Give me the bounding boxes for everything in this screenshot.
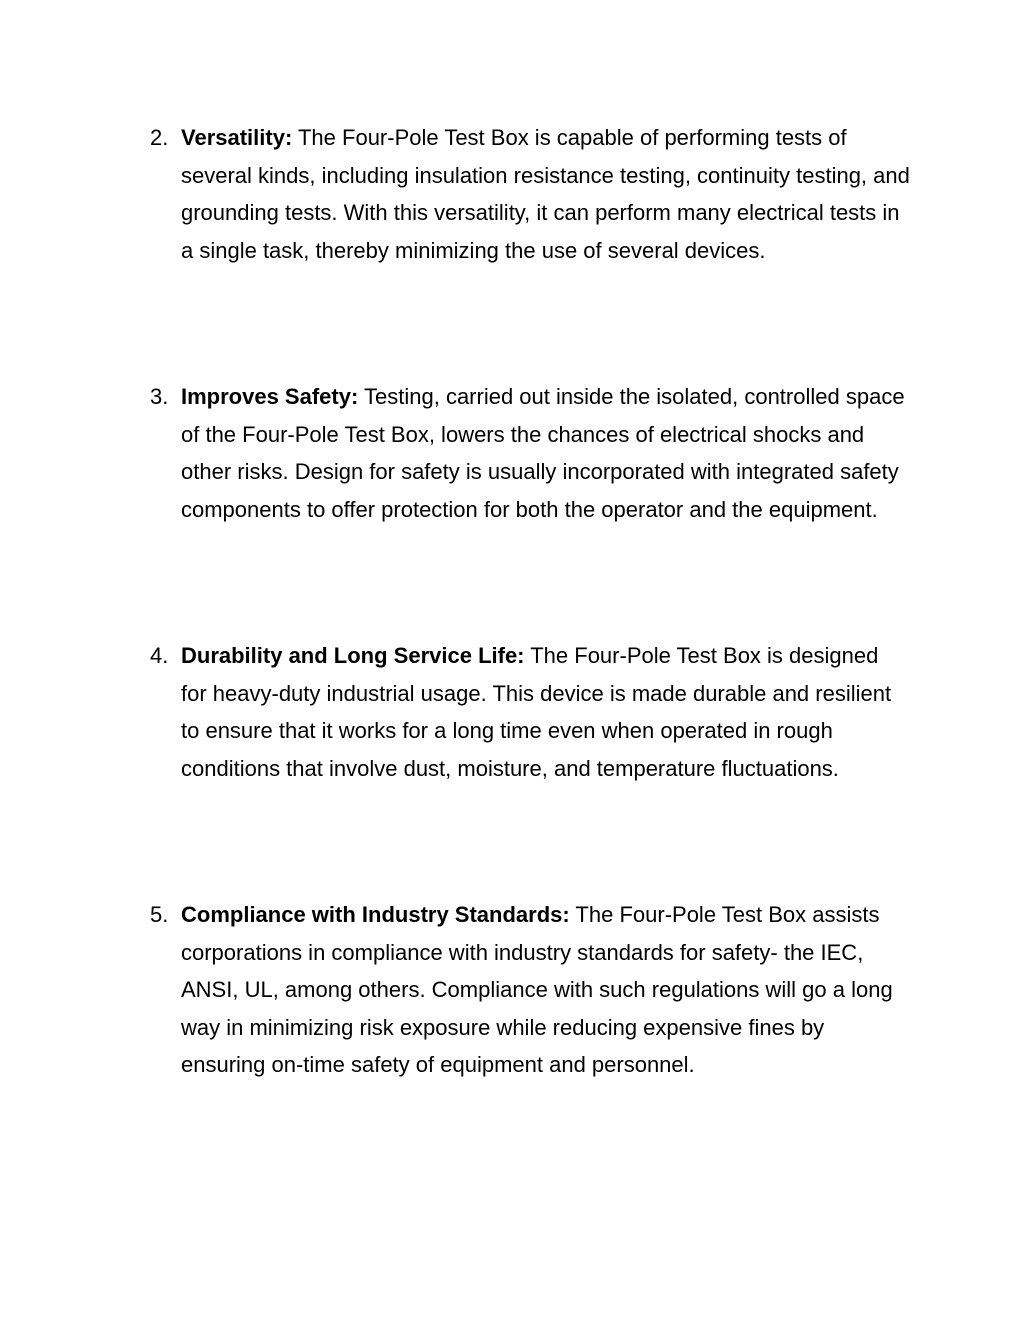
list-item-heading: Compliance with Industry Standards:	[181, 902, 570, 927]
list-item-compliance	[150, 896, 910, 1084]
list-item-text: The Four-Pole Test Box is capable of performing tests of several kinds, including insulation resistance testing, continuity testing, and grounding tests. With this versatility, it can perform many electrical tests in a single task, thereby minimizing the use of several devices.	[181, 125, 910, 263]
list-item-body	[181, 119, 910, 269]
list-item-body	[181, 378, 910, 528]
list-item-body	[181, 637, 910, 787]
list-item-number: 2.	[150, 125, 169, 150]
list-item-number: 3.	[150, 384, 169, 409]
list-item-heading: Improves Safety:	[181, 384, 359, 409]
list-item-text: The Four-Pole Test Box is designed for heavy-duty industrial usage. This device is made durable and resilient to ensure that it works for a long time even when operated in rough conditions that involve dust, moisture, and temperature fluctuations.	[181, 643, 892, 781]
list-item-text: The Four-Pole Test Box assists corporations in compliance with industry standards for safety- the IEC, ANSI, UL, among others. Compliance with such regulations will go a long way in minimizing risk exposure while reducing expensive fines by ensuring on-time safety of equipment and personnel.	[181, 902, 893, 1077]
list-item-versatility	[150, 119, 910, 269]
list-item-heading: Durability and Long Service Life:	[181, 643, 525, 668]
list-item-heading: Versatility:	[181, 125, 293, 150]
list-item-improves-safety	[150, 378, 910, 528]
list-item-number: 5.	[150, 902, 169, 927]
list-item-body	[181, 896, 910, 1084]
list-item-number: 4.	[150, 643, 169, 668]
list-item-text: Testing, carried out inside the isolated, controlled space of the Four-Pole Test Box, lowers the chances of electrical shocks and other risks. Design for safety is usually incorporated with integrated safety components to offer protection for both the operator and the equipment.	[181, 384, 905, 522]
list-item-durability	[150, 637, 910, 787]
